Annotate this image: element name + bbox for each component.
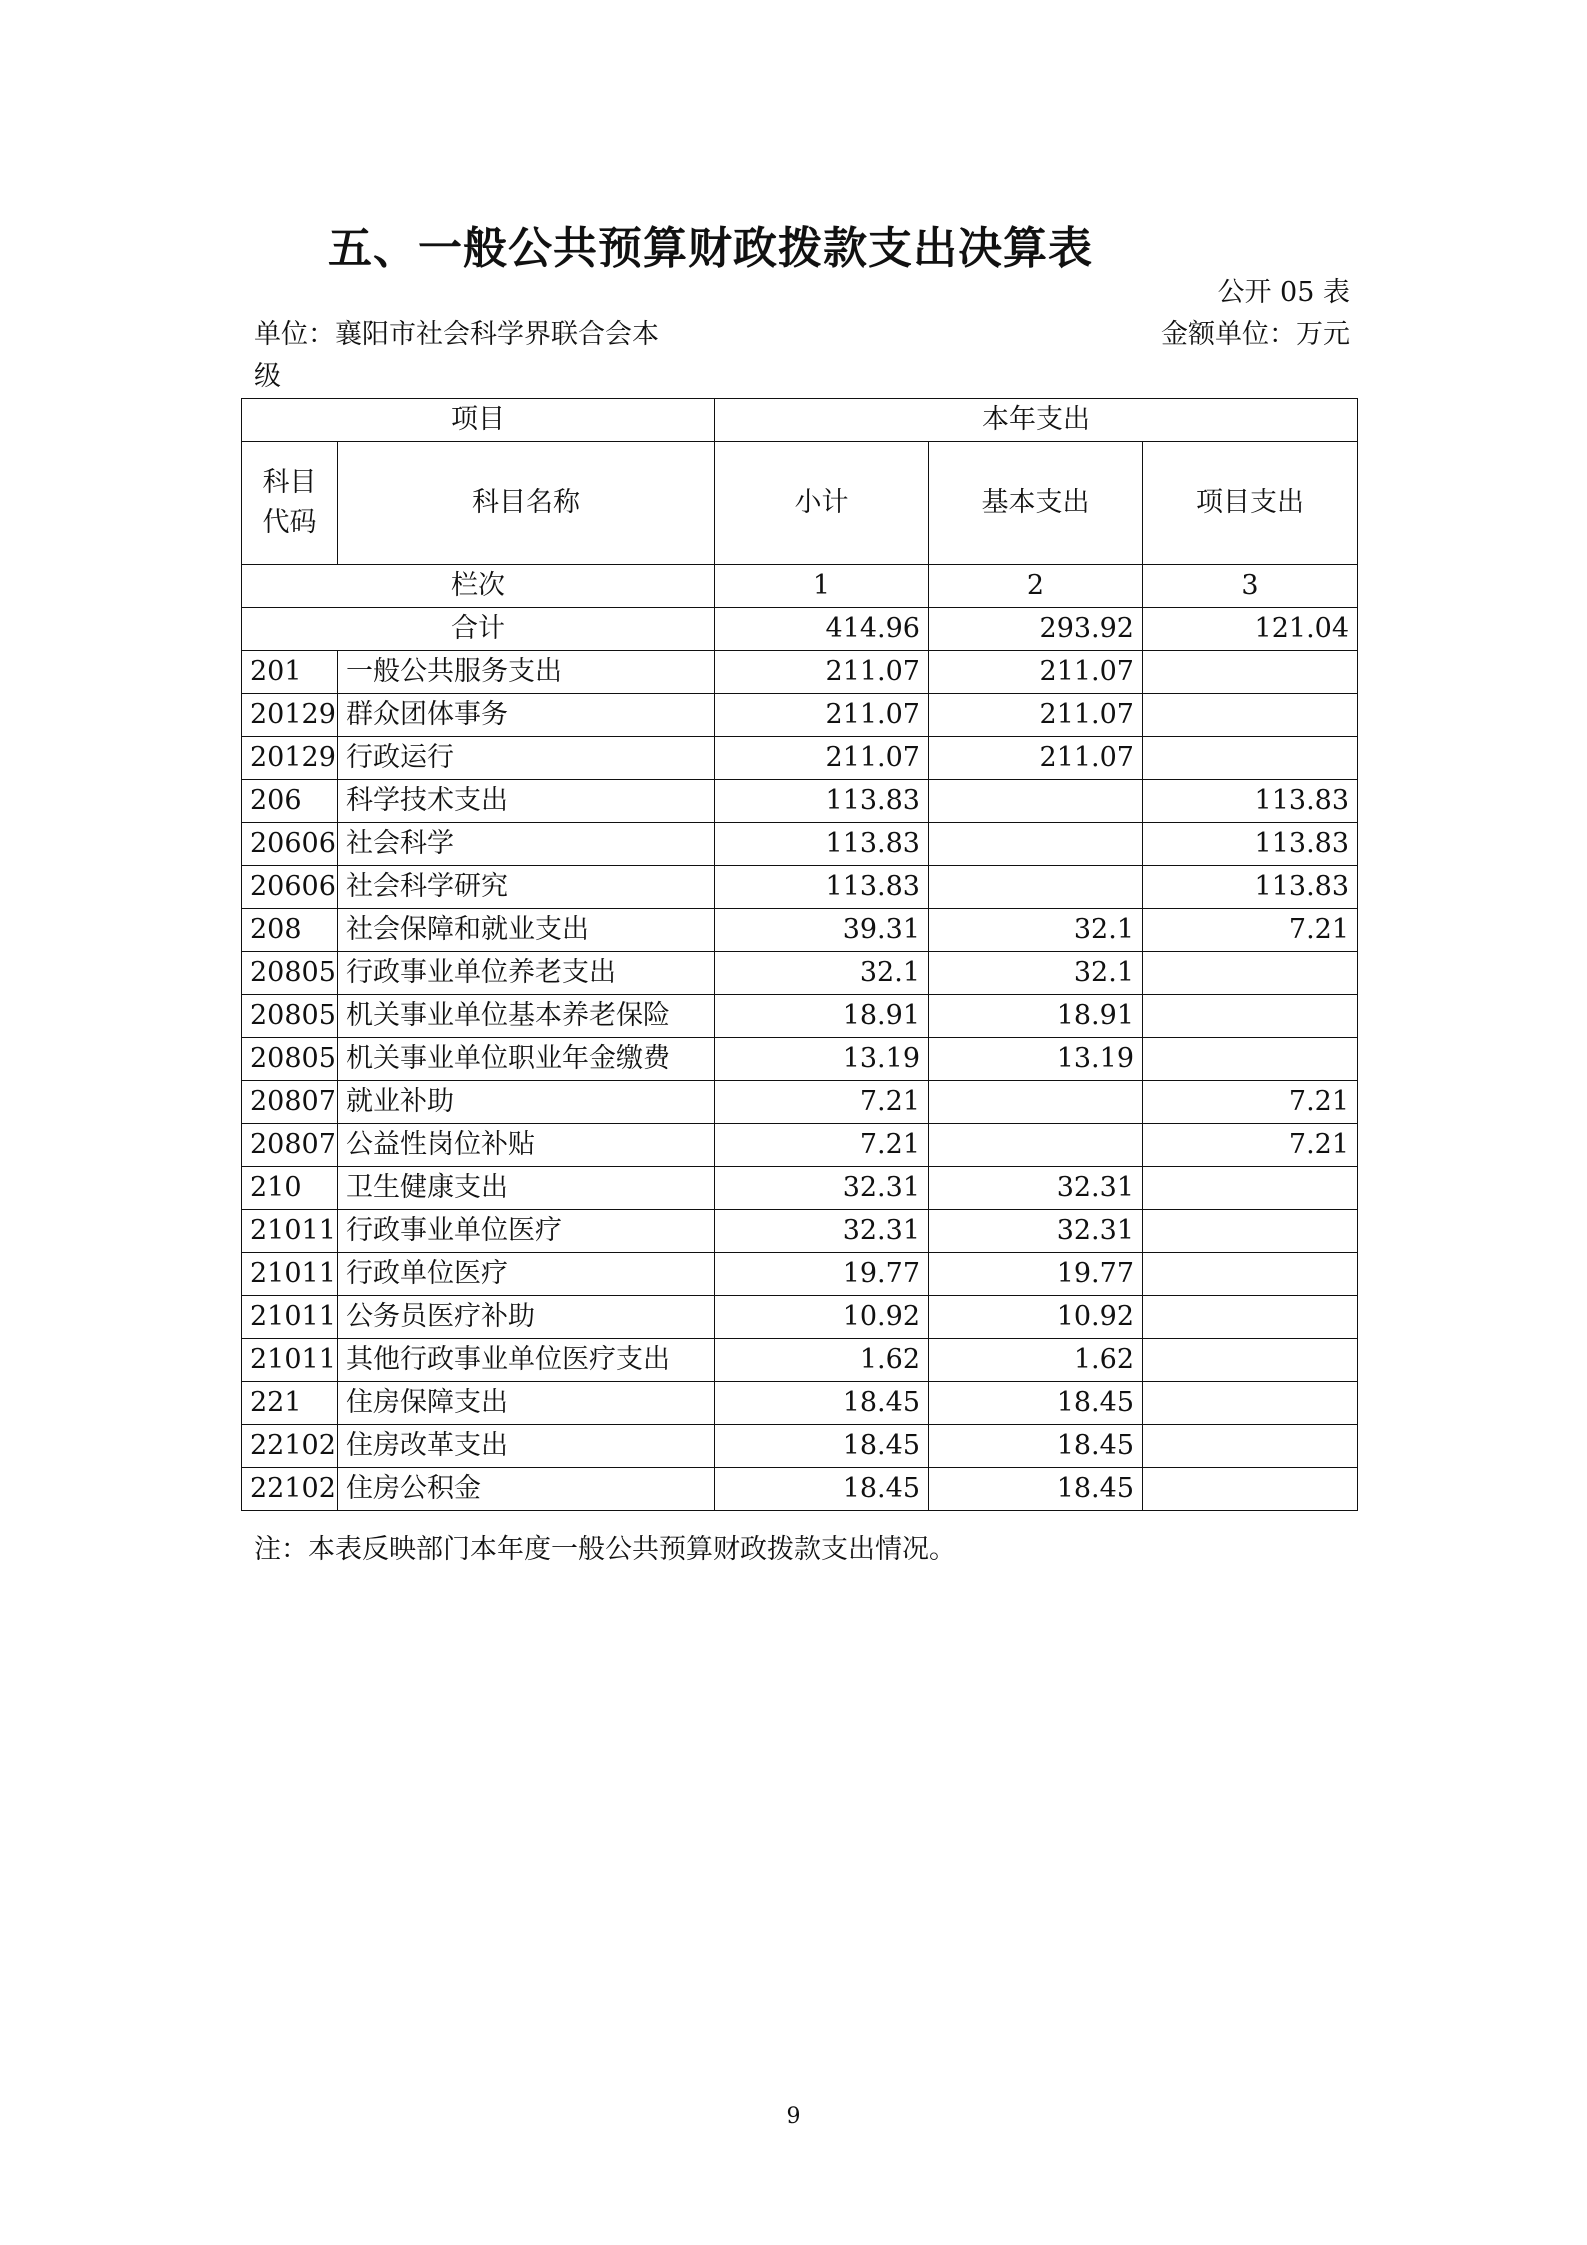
row-subtotal: 32.31	[715, 1210, 929, 1253]
row-name: 就业补助	[338, 1081, 715, 1124]
page-number: 9	[786, 2104, 801, 2129]
row-name: 群众团体事务	[338, 694, 715, 737]
row-code: 20129	[242, 737, 338, 780]
col-index-2: 2	[929, 565, 1143, 608]
table-row	[242, 909, 1358, 952]
row-basic: 13.19	[929, 1038, 1143, 1081]
row-subtotal: 39.31	[715, 909, 929, 952]
row-basic: 211.07	[929, 694, 1143, 737]
row-name: 行政运行	[338, 737, 715, 780]
table-row	[242, 823, 1358, 866]
table-row	[242, 1124, 1358, 1167]
row-project	[1143, 737, 1358, 780]
row-project	[1143, 1296, 1358, 1339]
header-project-exp: 项目支出	[1143, 442, 1358, 565]
row-subtotal: 113.83	[715, 780, 929, 823]
row-project	[1143, 1425, 1358, 1468]
row-project	[1143, 1382, 1358, 1425]
row-project: 113.83	[1143, 780, 1358, 823]
table-row	[242, 737, 1358, 780]
row-code: 20805	[242, 995, 338, 1038]
row-project	[1143, 1253, 1358, 1296]
row-name: 公务员医疗补助	[338, 1296, 715, 1339]
row-project	[1143, 1167, 1358, 1210]
header-code-line1: 科目	[262, 467, 317, 498]
table-row	[242, 694, 1358, 737]
row-project	[1143, 1468, 1358, 1511]
row-name: 行政单位医疗	[338, 1253, 715, 1296]
header-project: 项目	[242, 399, 715, 442]
row-basic: 211.07	[929, 651, 1143, 694]
row-subtotal: 7.21	[715, 1081, 929, 1124]
row-subtotal: 1.62	[715, 1339, 929, 1382]
header-basic: 基本支出	[929, 442, 1143, 565]
header-row-1	[242, 399, 1358, 442]
row-code: 20606	[242, 823, 338, 866]
row-basic	[929, 866, 1143, 909]
row-basic: 19.77	[929, 1253, 1143, 1296]
table-row	[242, 1253, 1358, 1296]
row-code: 21011	[242, 1339, 338, 1382]
row-project	[1143, 952, 1358, 995]
row-subtotal: 113.83	[715, 866, 929, 909]
row-basic: 10.92	[929, 1296, 1143, 1339]
row-name: 其他行政事业单位医疗支出	[338, 1339, 715, 1382]
row-code: 21011	[242, 1296, 338, 1339]
row-name: 住房公积金	[338, 1468, 715, 1511]
header-current-year: 本年支出	[715, 399, 1358, 442]
row-subtotal: 113.83	[715, 823, 929, 866]
row-project	[1143, 651, 1358, 694]
row-subtotal: 211.07	[715, 651, 929, 694]
row-name: 公益性岗位补贴	[338, 1124, 715, 1167]
total-project: 121.04	[1143, 608, 1358, 651]
row-code: 20129	[242, 694, 338, 737]
form-number: 公开 05 表	[1217, 277, 1350, 308]
total-row	[242, 608, 1358, 651]
row-name: 社会科学研究	[338, 866, 715, 909]
table-note: 注：本表反映部门本年度一般公共预算财政拨款支出情况。	[254, 1534, 956, 1565]
row-subtotal: 18.45	[715, 1425, 929, 1468]
table-row	[242, 1038, 1358, 1081]
row-basic: 32.1	[929, 909, 1143, 952]
row-code: 20805	[242, 952, 338, 995]
total-subtotal: 414.96	[715, 608, 929, 651]
table-row	[242, 1339, 1358, 1382]
row-basic	[929, 823, 1143, 866]
row-basic: 18.45	[929, 1425, 1143, 1468]
row-name: 住房保障支出	[338, 1382, 715, 1425]
row-project	[1143, 694, 1358, 737]
row-subtotal: 19.77	[715, 1253, 929, 1296]
row-code: 22102	[242, 1468, 338, 1511]
table-row	[242, 995, 1358, 1038]
row-subtotal: 18.45	[715, 1468, 929, 1511]
table-row	[242, 952, 1358, 995]
table-row	[242, 1167, 1358, 1210]
header-code	[242, 442, 338, 565]
col-index-label: 栏次	[242, 565, 715, 608]
row-subtotal: 7.21	[715, 1124, 929, 1167]
row-basic	[929, 780, 1143, 823]
row-project	[1143, 1339, 1358, 1382]
row-code: 208	[242, 909, 338, 952]
row-code: 20606	[242, 866, 338, 909]
col-index-1: 1	[715, 565, 929, 608]
row-basic	[929, 1124, 1143, 1167]
row-basic: 32.1	[929, 952, 1143, 995]
row-subtotal: 32.31	[715, 1167, 929, 1210]
row-name: 一般公共服务支出	[338, 651, 715, 694]
total-label: 合计	[242, 608, 715, 651]
row-subtotal: 211.07	[715, 737, 929, 780]
row-code: 20807	[242, 1081, 338, 1124]
row-project	[1143, 1210, 1358, 1253]
row-name: 住房改革支出	[338, 1425, 715, 1468]
row-code: 210	[242, 1167, 338, 1210]
row-subtotal: 32.1	[715, 952, 929, 995]
row-project: 7.21	[1143, 1081, 1358, 1124]
row-subtotal: 13.19	[715, 1038, 929, 1081]
row-code: 21011	[242, 1253, 338, 1296]
row-basic: 18.45	[929, 1382, 1143, 1425]
table-row	[242, 1468, 1358, 1511]
column-index-row	[242, 565, 1358, 608]
row-project	[1143, 995, 1358, 1038]
row-name: 社会保障和就业支出	[338, 909, 715, 952]
table-row	[242, 780, 1358, 823]
header-row-2	[242, 442, 1358, 565]
row-name: 卫生健康支出	[338, 1167, 715, 1210]
row-basic: 32.31	[929, 1167, 1143, 1210]
table-row	[242, 1382, 1358, 1425]
row-project	[1143, 1038, 1358, 1081]
row-basic	[929, 1081, 1143, 1124]
table-row	[242, 651, 1358, 694]
row-name: 行政事业单位医疗	[338, 1210, 715, 1253]
money-unit: 金额单位：万元	[1161, 319, 1350, 350]
row-basic: 211.07	[929, 737, 1143, 780]
col-index-3: 3	[1143, 565, 1358, 608]
expenditure-table	[241, 398, 1358, 1511]
row-code: 206	[242, 780, 338, 823]
row-basic: 1.62	[929, 1339, 1143, 1382]
table-row	[242, 866, 1358, 909]
row-code: 221	[242, 1382, 338, 1425]
row-subtotal: 10.92	[715, 1296, 929, 1339]
row-code: 20805	[242, 1038, 338, 1081]
row-name: 机关事业单位基本养老保险	[338, 995, 715, 1038]
total-basic: 293.92	[929, 608, 1143, 651]
table-row	[242, 1081, 1358, 1124]
page-title: 五、一般公共预算财政拨款支出决算表	[328, 223, 1093, 274]
row-basic: 18.91	[929, 995, 1143, 1038]
table-row	[242, 1210, 1358, 1253]
row-project: 113.83	[1143, 866, 1358, 909]
reporting-unit: 单位：襄阳市社会科学界联合会本级	[254, 319, 659, 392]
row-basic: 32.31	[929, 1210, 1143, 1253]
row-basic: 18.45	[929, 1468, 1143, 1511]
row-code: 22102	[242, 1425, 338, 1468]
row-code: 201	[242, 651, 338, 694]
header-subtotal: 小计	[715, 442, 929, 565]
header-code-line2: 代码	[262, 507, 317, 538]
row-name: 行政事业单位养老支出	[338, 952, 715, 995]
row-project: 7.21	[1143, 909, 1358, 952]
table-row	[242, 1425, 1358, 1468]
row-name: 机关事业单位职业年金缴费	[338, 1038, 715, 1081]
header-name: 科目名称	[338, 442, 715, 565]
row-code: 21011	[242, 1210, 338, 1253]
row-name: 科学技术支出	[338, 780, 715, 823]
table-row	[242, 1296, 1358, 1339]
row-subtotal: 211.07	[715, 694, 929, 737]
row-code: 20807	[242, 1124, 338, 1167]
row-name: 社会科学	[338, 823, 715, 866]
row-project: 7.21	[1143, 1124, 1358, 1167]
row-subtotal: 18.45	[715, 1382, 929, 1425]
row-subtotal: 18.91	[715, 995, 929, 1038]
row-project: 113.83	[1143, 823, 1358, 866]
